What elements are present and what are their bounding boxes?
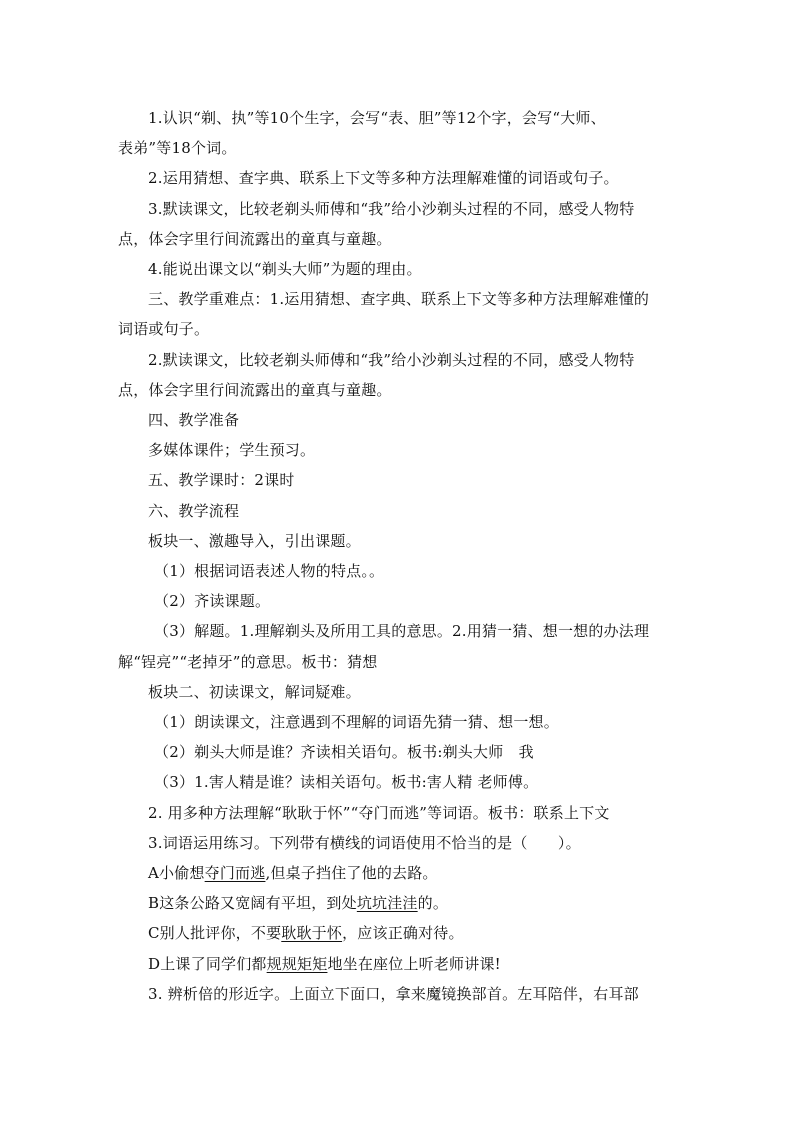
option-d-suffix: 地坐在座位上听老师讲课! xyxy=(327,954,501,973)
block-1-step-3-line-2: 解“锃亮”“老掉牙”的意思。板书：猜想 xyxy=(118,652,378,671)
key-point-2-line-2: 点，体会字里行间流露出的童真与童趣。 xyxy=(118,380,392,399)
objective-3-line-1: 3.默读课文，比较老剃头师傅和“我”给小沙剃头过程的不同，感受人物特 xyxy=(148,199,635,218)
option-b-underlined-word: 坑坑洼洼 xyxy=(356,894,418,913)
option-b-prefix: B这条公路又宽阔有平坦，到处 xyxy=(148,894,357,913)
option-d xyxy=(118,949,678,979)
option-b-suffix: 的。 xyxy=(417,894,449,913)
option-d-prefix: D上课了同学们都 xyxy=(148,954,267,973)
option-c xyxy=(118,918,678,948)
option-c-prefix: C别人批评你，不要 xyxy=(148,924,282,943)
objective-4: 4.能说出课文以“剃头大师”为题的理由。 xyxy=(148,260,422,279)
objective-3-line-2: 点，体会字里行间流露出的童真与童趣。 xyxy=(118,229,392,248)
section-heading-flow: 六、教学流程 xyxy=(148,501,240,520)
block-2-step-1: （1）朗读课文，注意遇到不理解的词语先猜一猜、想一想。 xyxy=(154,713,559,732)
block-2-step-4: 2. 用多种方法理解“耿耿于怀”“夺门而逃”等词语。板书：联系上下文 xyxy=(148,803,610,822)
objective-1-line-1: 1.认识“剃、执”等10个生字，会写“表、胆”等12个字，会写“大师、 xyxy=(148,109,606,127)
key-points-line-2: 词语或句子。 xyxy=(118,320,210,339)
option-a-suffix: ,但桌子挡住了他的去路。 xyxy=(265,864,438,883)
key-point-2-line-1: 2.默读课文，比较老剃头师傅和“我”给小沙剃头过程的不同，感受人物特 xyxy=(148,350,635,369)
block-2-step-2: （2）剃头大师是谁？齐读相关语句。板书:剃头大师 我 xyxy=(154,743,534,762)
document-body xyxy=(118,103,678,1009)
option-c-suffix: ，应该正确对待。 xyxy=(342,924,464,943)
option-d-underlined-word: 规规矩矩 xyxy=(266,954,328,973)
key-points-line-1: 三、教学重难点：1.运用猜想、查字典、联系上下文等多种方法理解难懂的 xyxy=(148,290,650,309)
option-a xyxy=(118,858,678,888)
block-2-step-3: （3）1.害人精是谁？读相关语句。板书:害人精 老师傅。 xyxy=(154,773,539,792)
option-c-underlined-word: 耿耿于怀 xyxy=(281,924,343,943)
block-2-step-5: 3.词语运用练习。下列带有横线的词语使用不恰当的是（ ）。 xyxy=(148,833,581,852)
option-a-prefix: A小偷想 xyxy=(148,864,205,883)
preparation-body: 多媒体课件；学生预习。 xyxy=(148,441,316,460)
block-2-title: 板块二、初读课文，解词疑难。 xyxy=(148,682,361,701)
block-1-step-1: （1）根据词语表述人物的特点。。 xyxy=(154,562,385,581)
block-2-step-6: 3. 辨析倍的形近字。上面立下面口，拿来魔镜换部首。左耳陪伴，右耳部 xyxy=(148,984,639,1003)
section-heading-preparation: 四、教学准备 xyxy=(148,411,240,430)
section-heading-hours: 五、教学课时：2课时 xyxy=(148,471,295,490)
block-1-title: 板块一、激趣导入，引出课题。 xyxy=(148,531,361,550)
objective-2: 2.运用猜想、查字典、联系上下文等多种方法理解难懂的词语或句子。 xyxy=(148,169,619,188)
block-1-step-2: （2）齐读课题。 xyxy=(154,592,271,611)
option-b xyxy=(118,888,678,918)
option-a-underlined-word: 夺门而逃 xyxy=(204,864,266,883)
objective-1-line-2: 表弟”等18个词。 xyxy=(118,139,237,158)
block-1-step-3-line-1: （3）解题。1.理解剃头及所用工具的意思。2.用猜一猜、想一想的办法理 xyxy=(154,622,650,641)
